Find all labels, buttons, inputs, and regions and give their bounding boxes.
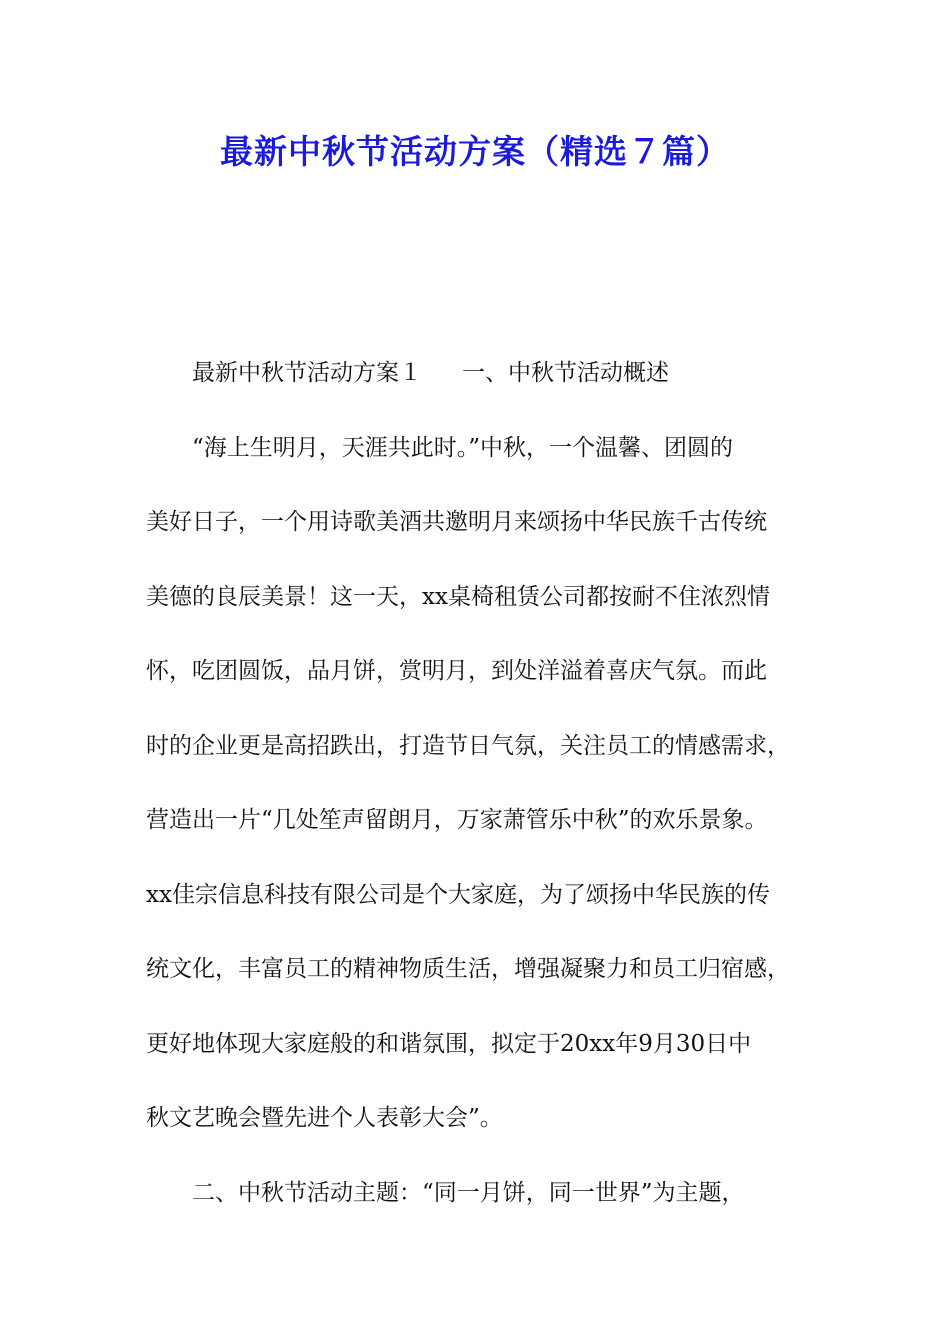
paragraph-2-line: 二、中秋节活动主题：“同一月饼，同一世界”为主题，: [192, 1179, 745, 1206]
paragraph-line: 更好地体现大家庭般的和谐氛围，拟定于20xx年9月30日中: [146, 1030, 752, 1057]
section-heading: 最新中秋节活动方案１: [192, 360, 422, 386]
paragraph-line: 秋文艺晚会暨先进个人表彰大会”。: [146, 1105, 503, 1131]
paragraph-line: 美好日子，一个用诗歌美酒共邀明月来颂扬中华民族千古传统: [146, 509, 767, 535]
paragraph-line: “海上生明月，天涯共此时。”中秋，一个温馨、团圆的: [192, 434, 734, 461]
paragraph-line: 美德的良辰美景！这一天，xx桌椅租赁公司都按耐不住浓烈情: [146, 583, 770, 610]
subsection-heading: 一、中秋节活动概述: [462, 360, 669, 386]
paragraph-line: xx佳宗信息科技有限公司是个大家庭，为了颂扬中华民族的传: [146, 881, 770, 908]
paragraph-line: 营造出一片“几处笙声留朗月，万家萧管乐中秋”的欢乐景象。: [146, 807, 768, 833]
paragraph-line: 怀，吃团圆饭，品月饼，赏明月，到处洋溢着喜庆气氛。而此: [146, 658, 767, 684]
paragraph-1: [146, 411, 826, 1156]
paragraph-line: 统文化，丰富员工的精神物质生活，增强凝聚力和员工归宿感，: [146, 956, 790, 982]
paragraph-line: 时的企业更是高招跌出，打造节日气氛，关注员工的情感需求，: [146, 732, 790, 759]
document-body: [146, 336, 826, 1230]
document-title: 最新中秋节活动方案（精选７篇）: [220, 132, 730, 171]
section-heading-line: [146, 336, 826, 411]
